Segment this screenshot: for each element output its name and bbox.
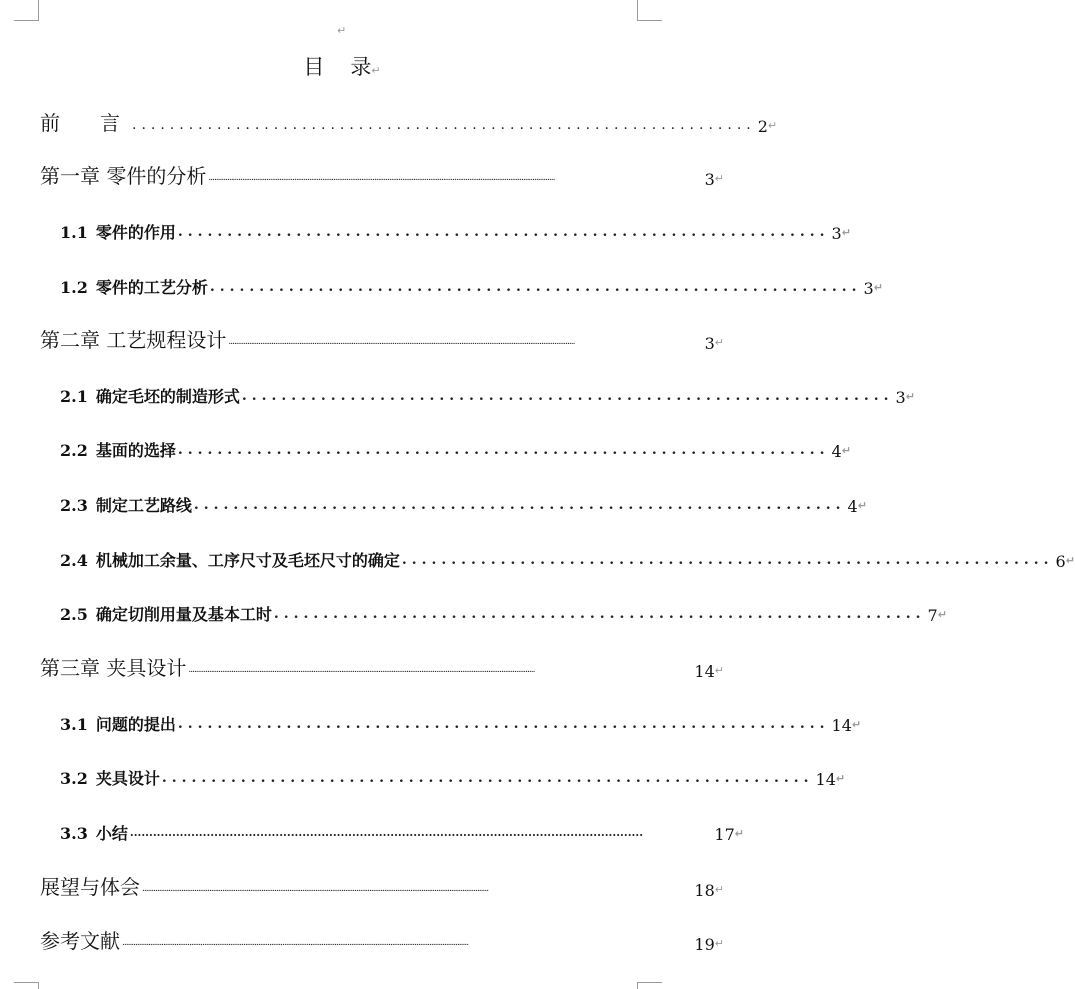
paragraph-mark-icon: ↵: [937, 608, 947, 621]
toc-entry-references[interactable]: [0, 928, 724, 954]
toc-entry-label: 确定毛坯的制造形式: [95, 387, 240, 406]
toc-entry-label: 前 言: [40, 111, 130, 135]
toc-entry-page: 3: [704, 334, 715, 353]
toc-entry-2-3[interactable]: [0, 490, 867, 516]
page-corner-mark-top-left: [14, 0, 39, 21]
paragraph-mark-icon: ↵: [905, 390, 915, 403]
dot-leader: ..........................................................................................................................................................................................: [228, 337, 575, 347]
toc-title-part1: 目: [303, 55, 325, 79]
toc-entry-preface[interactable]: [0, 110, 778, 136]
toc-entry-page: 2: [757, 117, 768, 136]
toc-entry-chapter-2[interactable]: [0, 327, 724, 353]
dot-leader: ......................................................................................................................................: [129, 826, 644, 839]
toc-entry-chapter-3[interactable]: [0, 655, 724, 681]
page-corner-mark-bottom-left: [14, 982, 39, 989]
page-corner-mark-top-right: [637, 0, 662, 21]
dot-leader: ..................................................................: [401, 552, 1054, 568]
toc-entry-number: 3.1: [60, 715, 88, 734]
toc-entry-number: 2.5: [60, 605, 88, 624]
dot-leader: ..................................................................: [193, 497, 846, 513]
toc-entry-page: 3: [863, 279, 874, 298]
toc-entry-label: 展望与体会: [40, 875, 140, 899]
paragraph-mark-icon: ↵: [841, 226, 851, 239]
dot-leader: ..................................................................: [177, 442, 830, 458]
toc-entry-page: 4: [847, 497, 858, 516]
toc-entry-number: 2.2: [60, 441, 88, 460]
toc-entry-label: 零件的作用: [95, 223, 176, 242]
toc-entry-label: 夹具设计: [95, 769, 160, 788]
toc-entry-number: 2.3: [60, 496, 88, 515]
paragraph-mark-icon: ↵: [835, 772, 846, 785]
toc-title-part2: 录: [350, 55, 372, 79]
toc-entry-page: 14: [815, 770, 836, 789]
toc-entry-1-2[interactable]: [0, 272, 883, 298]
toc-entry-2-4[interactable]: [0, 545, 1075, 571]
dot-leader: ..........................................................................................................................................................................................: [188, 665, 535, 675]
toc-entry-label: 第一章 零件的分析: [40, 164, 207, 188]
toc-entry-number: 3.2: [60, 769, 88, 788]
toc-entry-number: 1.1: [60, 223, 88, 242]
toc-entry-label: 问题的提出: [95, 715, 176, 734]
dot-leader: ..................................................................: [209, 279, 862, 295]
paragraph-mark-icon: ↵: [851, 718, 862, 731]
paragraph-mark-icon: ↵: [873, 281, 883, 294]
toc-entry-page: 7: [927, 606, 938, 625]
dot-leader: ..........................................................................................................................................................................................: [208, 173, 555, 183]
toc-entry-label: 机械加工余量、工序尺寸及毛坯尺寸的确定: [95, 551, 400, 570]
toc-entry-page: 19: [694, 935, 715, 954]
toc-entry-label: 参考文献: [40, 929, 120, 953]
paragraph-mark-icon: ↵: [714, 336, 724, 349]
toc-entry-3-2[interactable]: [0, 763, 846, 789]
toc-entry-1-1[interactable]: [0, 217, 851, 243]
paragraph-mark-icon: ↵: [857, 499, 867, 512]
paragraph-mark-icon: ↵: [714, 664, 724, 677]
dot-leader: ..................................................................: [241, 388, 894, 404]
dot-leader: ..........................................................................................................................................................................................: [122, 938, 469, 948]
toc-entry-label: 第二章 工艺规程设计: [40, 328, 227, 352]
dot-leader: ..................................................................: [177, 716, 830, 732]
toc-entry-page: 14: [831, 716, 852, 735]
toc-entry-label: 第三章 夹具设计: [40, 656, 187, 680]
toc-entry-page: 6: [1055, 552, 1066, 571]
paragraph-mark-icon: ↵: [767, 119, 778, 132]
toc-entry-page: 17: [714, 825, 735, 844]
toc-entry-2-2[interactable]: [0, 435, 851, 461]
dot-leader: ..................................................................: [161, 770, 814, 786]
toc-entry-page: 4: [831, 442, 842, 461]
paragraph-mark-icon: ↵: [841, 444, 851, 457]
toc-entry-number: 2.1: [60, 387, 88, 406]
toc-entry-2-1[interactable]: [0, 381, 915, 407]
toc-entry-number: 2.4: [60, 551, 88, 570]
toc-entry-page: 14: [694, 662, 715, 681]
page-corner-mark-bottom-right: [637, 982, 662, 989]
toc-entry-page: 3: [895, 388, 906, 407]
toc-title: [0, 51, 684, 81]
dot-leader: ..................................................................: [177, 224, 830, 240]
dot-leader: ..........................................................................................................................................................................................: [142, 884, 489, 894]
paragraph-mark-icon: ↵: [1065, 554, 1075, 567]
paragraph-mark-icon: ↵: [734, 827, 744, 840]
toc-entry-number: 1.2: [60, 278, 88, 297]
toc-entry-page: 18: [694, 881, 715, 900]
toc-entry-label: 确定切削用量及基本工时: [95, 605, 272, 624]
paragraph-mark-icon: ↵: [371, 64, 381, 77]
dot-leader: ..................................................................: [273, 606, 926, 622]
toc-entry-chapter-1[interactable]: [0, 163, 724, 189]
paragraph-mark-icon: ↵: [337, 24, 347, 37]
toc-entry-2-5[interactable]: [0, 599, 947, 625]
toc-entry-page: 3: [704, 170, 715, 189]
paragraph-mark-icon: ↵: [714, 172, 724, 185]
toc-entry-page: 3: [831, 224, 842, 243]
toc-entry-label: 小结: [95, 824, 128, 843]
toc-entry-number: 3.3: [60, 824, 88, 843]
paragraph-mark-icon: ↵: [714, 937, 724, 950]
toc-entry-3-3[interactable]: [0, 818, 744, 844]
toc-entry-3-1[interactable]: [0, 709, 862, 735]
toc-entry-outlook[interactable]: [0, 874, 724, 900]
toc-entry-label: 零件的工艺分析: [95, 278, 208, 297]
toc-entry-label: 制定工艺路线: [95, 496, 192, 515]
toc-entry-label: 基面的选择: [95, 441, 176, 460]
dot-leader: ..................................................................: [132, 117, 756, 133]
paragraph-mark-icon: ↵: [714, 883, 724, 896]
